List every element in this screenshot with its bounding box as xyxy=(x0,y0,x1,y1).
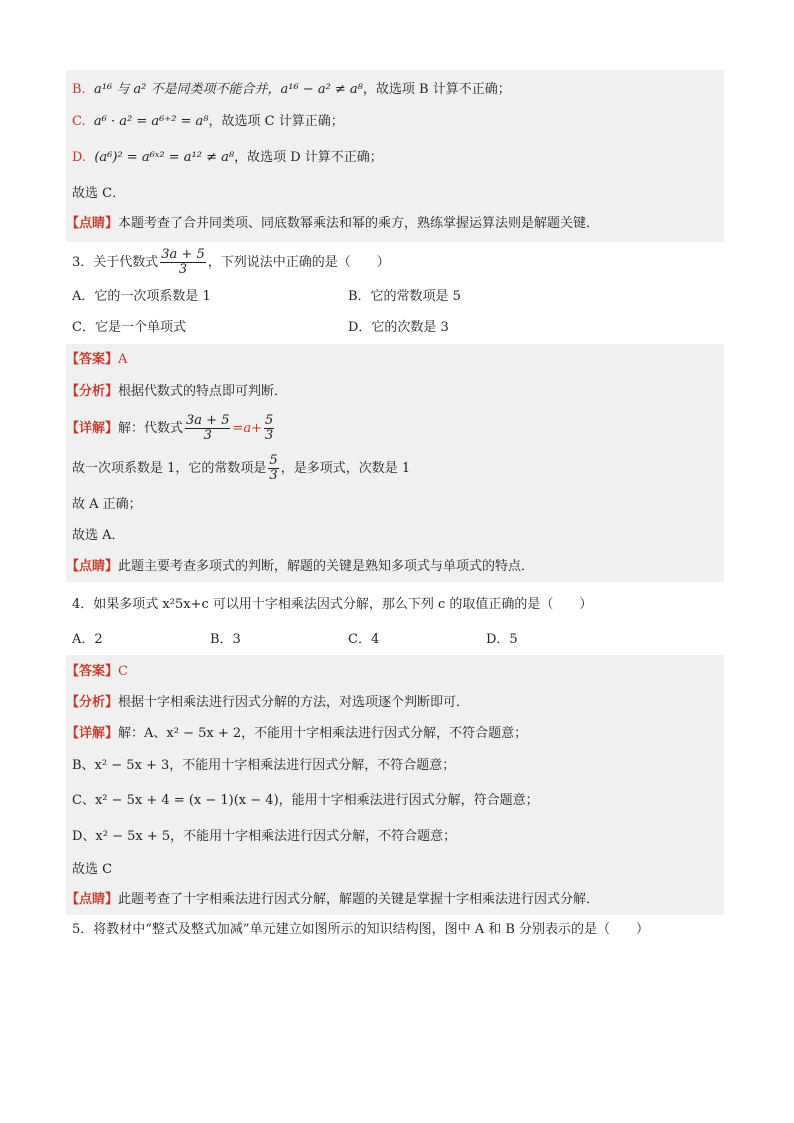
q5-stem: 5．将教材中“整式及整式加减”单元建立如图所示的知识结构图，图中 A 和 B 分别表示的是（ ） xyxy=(72,922,650,937)
q4-analysis: 【分析】根据十字相乘法进行因式分解的方法，对选项逐个判断即可． xyxy=(66,695,470,710)
q3-detail-line2: 故一次项系数是 1，它的常数项是 $\frac{5}{3}$ ，是多项式，次数是 1 xyxy=(72,453,411,483)
q3-option-c: C．它是一个单项式 xyxy=(72,320,186,335)
q3-detail: 【详解】解：代数式 $\frac{3a + 5}{3}$ =a+ $\frac{5}{3}$ xyxy=(66,413,274,443)
q4-detail-c: C、x² − 5x + 4 = (x − 1)(x − 4)，能用十字相乘法进行因式分解，符合题意； xyxy=(72,793,539,808)
q4-option-c: C．4 xyxy=(348,632,380,647)
q4-option-a: A．2 xyxy=(72,632,103,647)
q3-choose: 故选 A． xyxy=(72,528,125,543)
option-c-explanation: C. a⁶ · a² = a⁶⁺² = a⁸，故选项 C 计算正确； xyxy=(72,114,344,129)
q2-comment: 【点睛】本题考查了合并同类项、同底数幂乘法和幂的乘方，熟练掌握运算法则是解题关键． xyxy=(66,216,600,231)
q4-detail-b: B、x² − 5x + 3，不能用十字相乘法进行因式分解，不符合题意； xyxy=(72,758,456,773)
q4-comment: 【点睛】此题考查了十字相乘法进行因式分解，解题的关键是掌握十字相乘法进行因式分解． xyxy=(66,892,600,907)
q3-option-a: A．它的一次项系数是 1 xyxy=(72,289,211,304)
q4-answer: 【答案】C xyxy=(66,664,128,679)
q3-detail-line3: 故 A 正确； xyxy=(72,497,142,512)
q2-choose: 故选 C． xyxy=(72,186,126,201)
q4-detail: 【详解】解：A、x² − 5x + 2，不能用十字相乘法进行因式分解，不符合题意； xyxy=(66,726,528,741)
q3-fraction: $\frac{3a + 5}{3}$ xyxy=(161,247,205,277)
q4-choose: 故选 C xyxy=(72,862,113,877)
q4-detail-d: D、x² − 5x + 5，不能用十字相乘法进行因式分解，不符合题意； xyxy=(72,829,457,844)
q3-answer: 【答案】A xyxy=(66,352,128,367)
option-b-explanation: B. a¹⁶ 与 a² 不是同类项不能合并，a¹⁶ − a² ≠ a⁸，故选项 B 计算不正确； xyxy=(72,82,511,97)
q3-option-d: D．它的次数是 3 xyxy=(348,320,449,335)
q3-comment: 【点睛】此题主要考查多项式的判断，解题的关键是熟知多项式与单项式的特点． xyxy=(66,559,535,574)
option-d-explanation: D. (a⁶)² = a⁶ˣ² = a¹² ≠ a⁸，故选项 D 计算不正确； xyxy=(72,150,383,165)
q3-analysis: 【分析】根据代数式的特点即可判断． xyxy=(66,384,288,399)
q3-option-b: B．它的常数项是 5 xyxy=(348,289,461,304)
q3-stem: 3．关于代数式 $\frac{3a + 5}{3}$ ，下列说法中正确的是（ ） xyxy=(72,247,390,277)
q4-option-d: D．5 xyxy=(486,632,518,647)
q4-stem: 4．如果多项式 x²5x+c 可以用十字相乘法因式分解，那么下列 c 的取值正确的是（ ） xyxy=(72,597,593,612)
q4-option-b: B．3 xyxy=(210,632,241,647)
